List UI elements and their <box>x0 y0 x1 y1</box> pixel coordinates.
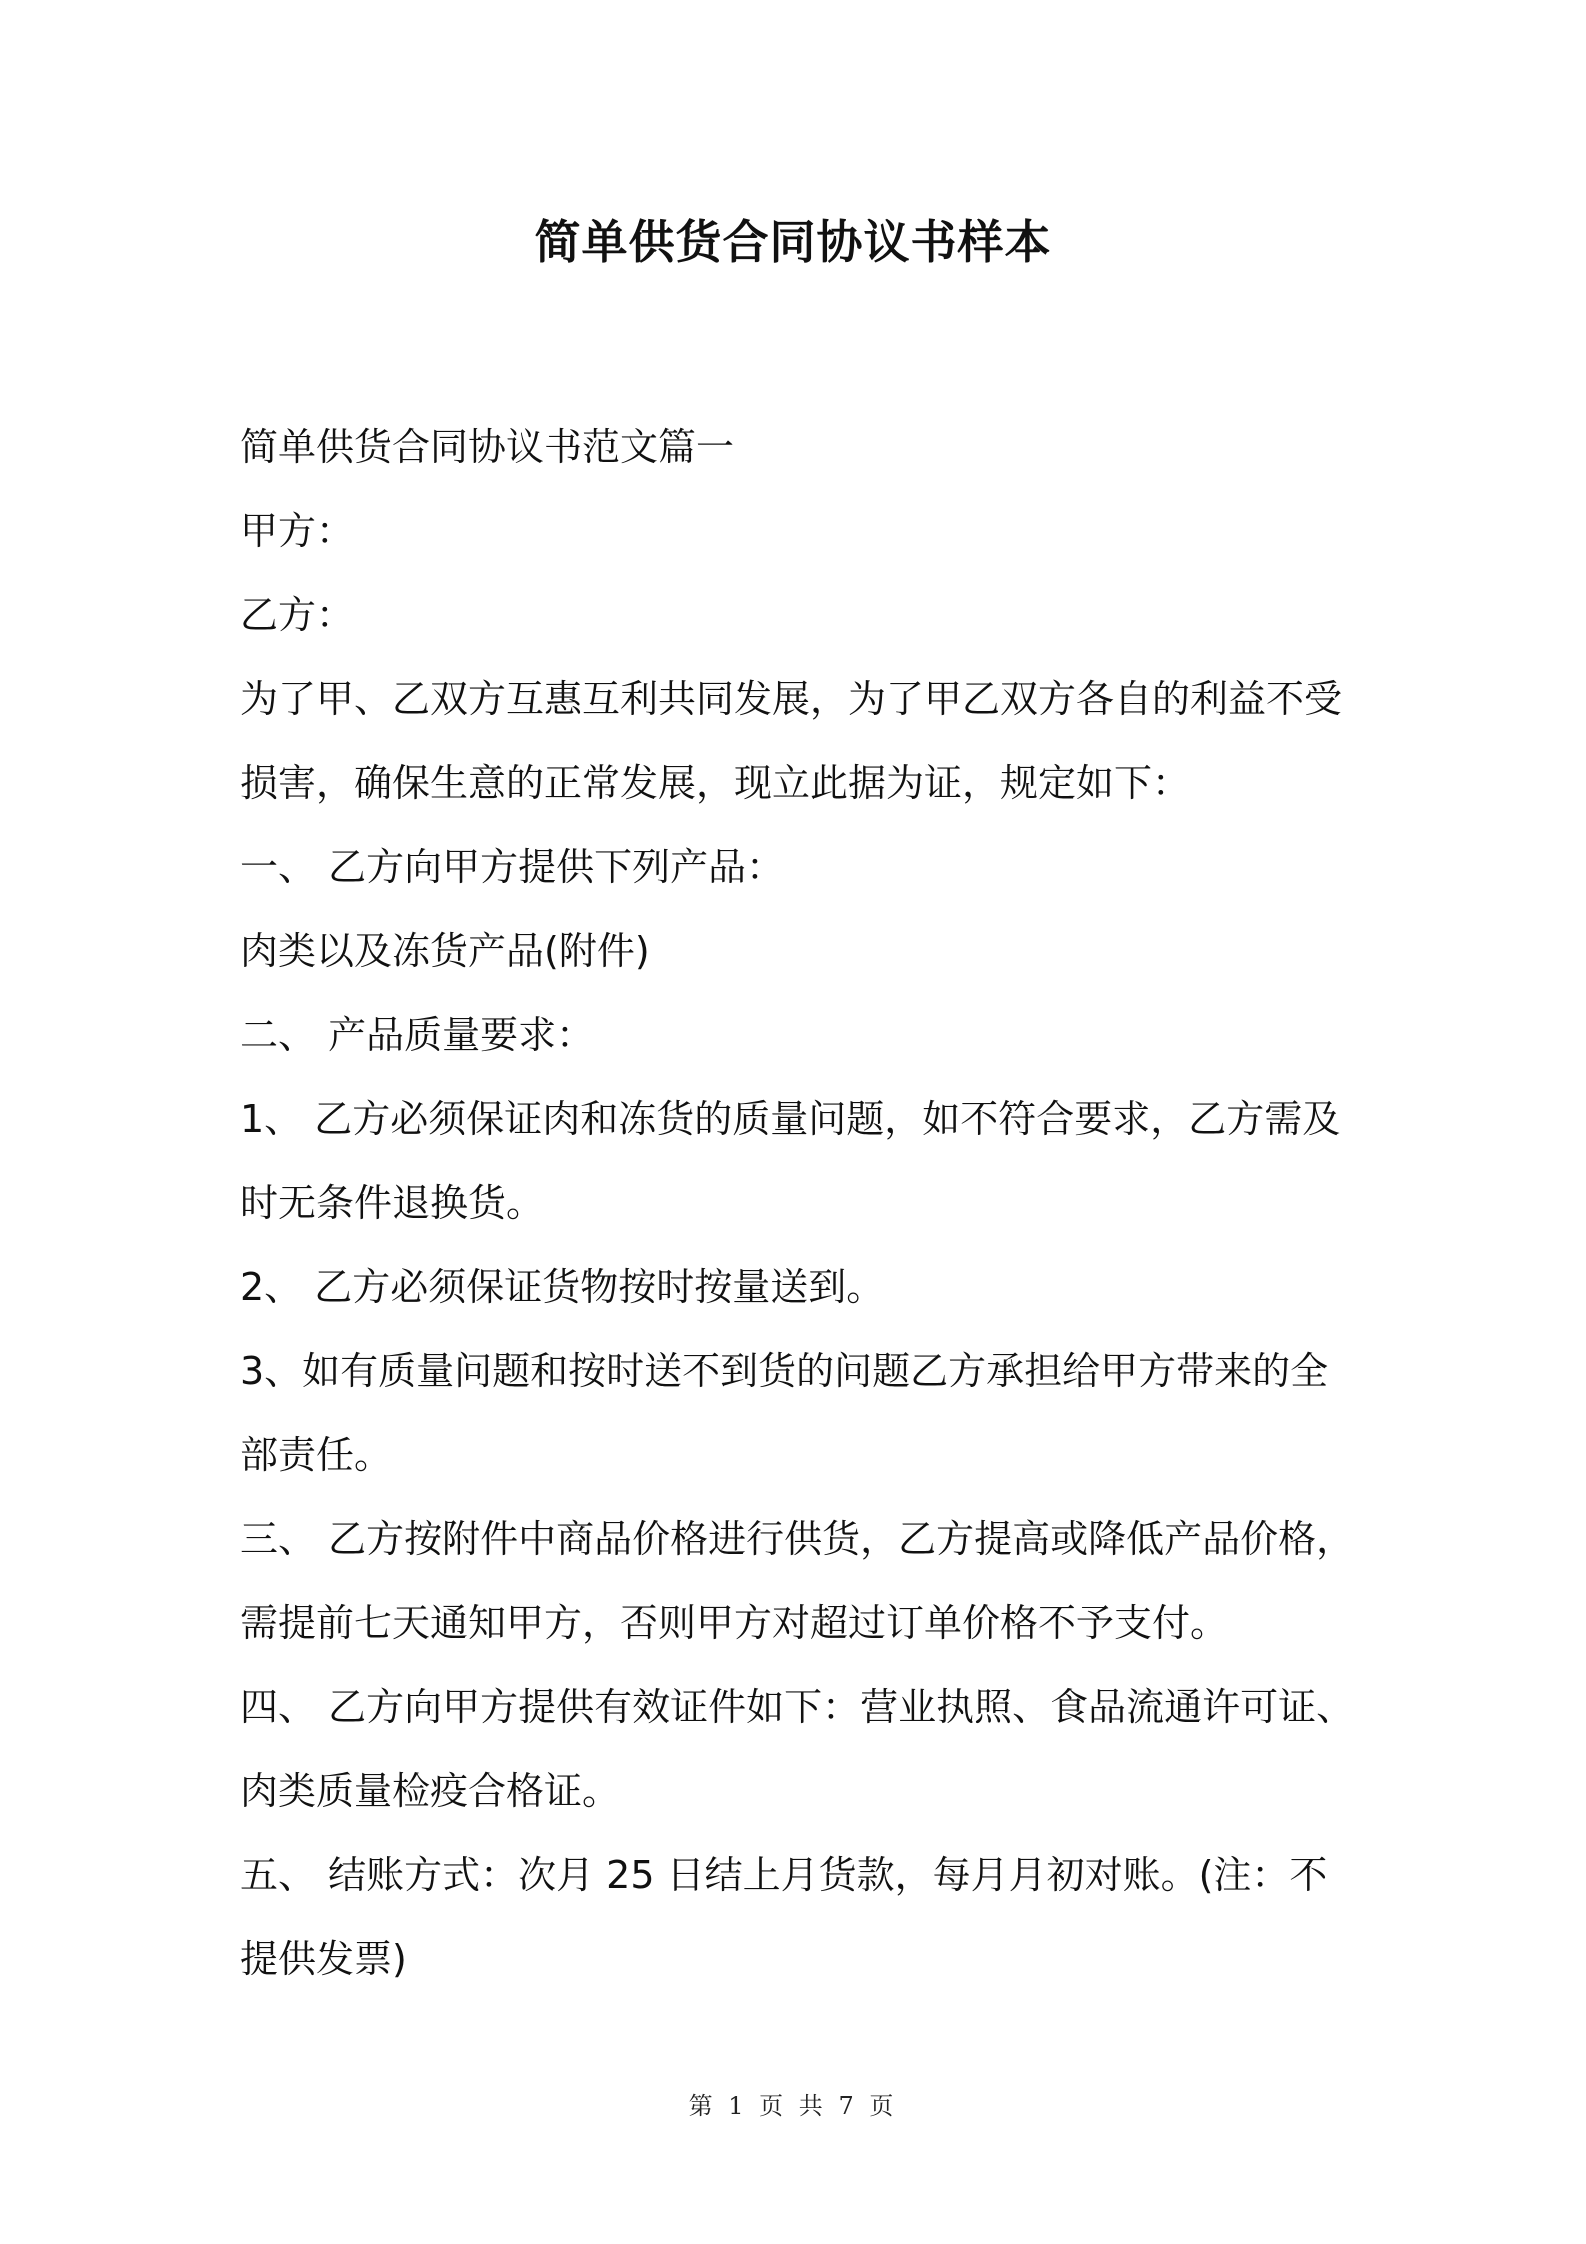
clause-2-item-1: 1、 乙方必须保证肉和冻货的质量问题，如不符合要求，乙方需及时无条件退换货。 <box>240 1097 1341 1225</box>
page-footer: 第 1 页 共 7 页 <box>688 2092 898 2120</box>
clause-1-detail: 肉类以及冻货产品(附件) <box>240 929 650 973</box>
clause-5: 五、 结账方式：次月 25 日结上月货款，每月月初对账。(注：不提供发票) <box>240 1853 1328 1981</box>
preamble-paragraph: 为了甲、乙双方互惠互利共同发展，为了甲乙双方各自的利益不受损害，确保生意的正常发展，现立此据为证，规定如下： <box>240 677 1343 805</box>
document-body <box>240 405 1360 2001</box>
clause-2: 二、 产品质量要求： <box>240 1013 595 1057</box>
clause-4: 四、 乙方向甲方提供有效证件如下：营业执照、食品流通许可证、肉类质量检疫合格证。 <box>240 1685 1355 1813</box>
clause-1: 一、 乙方向甲方提供下列产品： <box>240 845 785 889</box>
party-b-line: 乙方： <box>240 593 355 637</box>
clause-2-item-2: 2、 乙方必须保证货物按时按量送到。 <box>240 1265 885 1309</box>
section-heading: 简单供货合同协议书范文篇一 <box>240 425 735 469</box>
document-title: 简单供货合同协议书样本 <box>534 215 1052 269</box>
party-a-line: 甲方： <box>240 509 355 553</box>
clause-3: 三、 乙方按附件中商品价格进行供货，乙方提高或降低产品价格，需提前七天通知甲方，否则甲方对超过订单价格不予支付。 <box>240 1517 1355 1645</box>
clause-2-item-3: 3、如有质量问题和按时送不到货的问题乙方承担给甲方带来的全部责任。 <box>240 1349 1329 1477</box>
